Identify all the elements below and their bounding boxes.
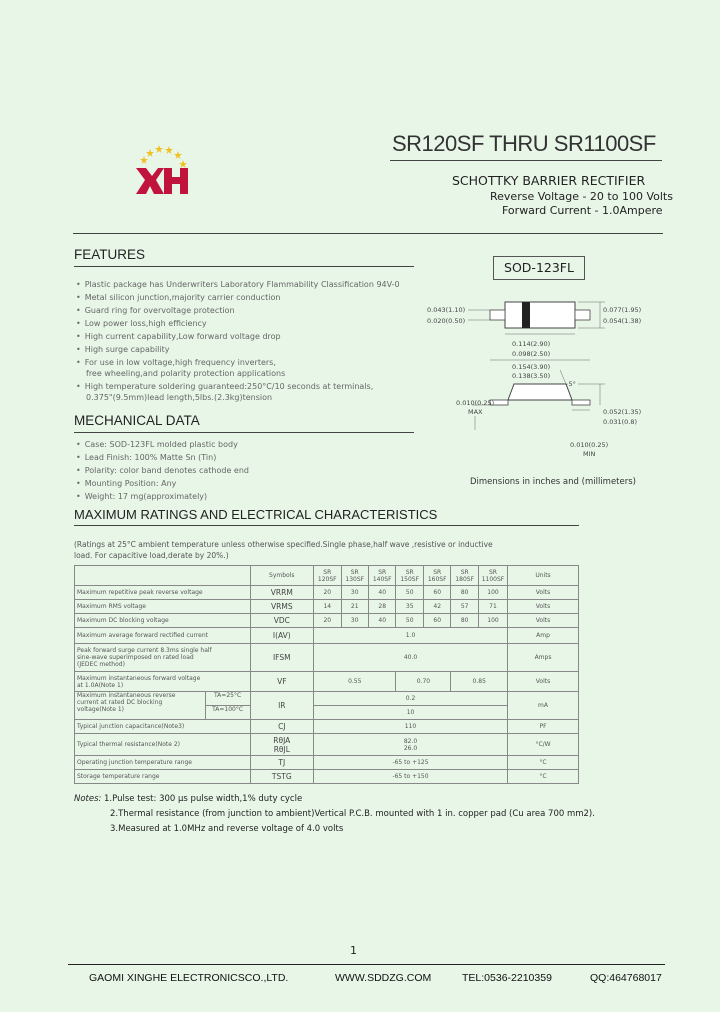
table-row: 10 xyxy=(75,706,579,720)
mechanical-item: • Mounting Position: Any xyxy=(76,479,176,488)
cathode-band xyxy=(522,302,530,328)
col-units: Units xyxy=(508,566,579,586)
dim-standoff-label: MAX xyxy=(468,408,483,416)
lead-right xyxy=(575,310,590,320)
feature-item: • For use in low voltage,high frequency inverters, xyxy=(76,358,276,367)
footer-telephone: TEL:0536-2210359 xyxy=(462,972,552,984)
dim-total-length-min: 0.138(3.50) xyxy=(512,372,551,380)
col-part: SR 160SF xyxy=(423,566,450,586)
title-underline xyxy=(390,160,662,161)
package-outline-drawing xyxy=(420,290,660,465)
table-row: Typical thermal resistance(Note 2) RθJA RθJL 82.0 26.0 °C/W xyxy=(75,734,579,756)
reverse-voltage-spec: Reverse Voltage - 20 to 100 Volts xyxy=(490,190,673,203)
dim-lead-length-label: MIN xyxy=(583,450,596,458)
dim-lead-width-min: 0.020(0.50) xyxy=(427,317,466,325)
note-2: 2.Thermal resistance (from junction to ambient)Vertical P.C.B. mounted with 1 in. copper pad (Cu area 700 mm2). xyxy=(110,809,595,819)
col-part: SR 120SF xyxy=(314,566,341,586)
mechanical-item: • Lead Finish: 100% Matte Sn (Tin) xyxy=(76,453,216,462)
feature-item: • Plastic package has Underwriters Laboratory Flammability Classification 94V-0 xyxy=(76,280,400,289)
dim-lead-length-min: 0.010(0.25) xyxy=(570,441,609,449)
footer-company: GAOMI XINGHE ELECTRONICSCO.,LTD. xyxy=(89,972,289,984)
feature-item: • Metal silicon junction,majority carrier conduction xyxy=(76,293,280,302)
dim-body-length-max: 0.114(2.90) xyxy=(512,340,551,348)
note-1: 1.Pulse test: 300 μs pulse width,1% duty cycle xyxy=(104,794,303,804)
col-part: SR 180SF xyxy=(451,566,478,586)
logo-letters xyxy=(136,168,188,194)
table-row: Maximum DC blocking voltage VDC 20 30 40 50 60 80 100 Volts xyxy=(75,614,579,628)
footer-qq: QQ:464768017 xyxy=(590,972,662,984)
document-title: SR120SF THRU SR1100SF xyxy=(392,131,656,156)
table-row: Maximum repetitive peak reverse voltage VRRM 20 30 40 50 60 80 100 Volts xyxy=(75,586,579,600)
table-row: Maximum instantaneous forward voltage at 1.0A(Note 1) VF 0.55 0.70 0.85 Volts xyxy=(75,672,579,692)
table-row: Peak forward surge current 8.3ms single half sine-wave superimposed on rated load (JEDEC method) IFSM 40.0 Amps xyxy=(75,644,579,672)
table-header-row xyxy=(75,566,579,586)
feature-item: free wheeling,and polarity protection applications xyxy=(86,369,286,378)
notes-label: Notes: xyxy=(74,794,102,804)
table-row: Maximum RMS voltage VRMS 14 21 28 35 42 57 71 Volts xyxy=(75,600,579,614)
page-number: 1 xyxy=(350,944,357,957)
col-part: SR 140SF xyxy=(368,566,395,586)
mechanical-underline xyxy=(74,432,414,433)
dim-body-width-min: 0.054(1.38) xyxy=(603,317,642,325)
feature-item: • High temperature soldering guaranteed:250°C/10 seconds at terminals, xyxy=(76,382,373,391)
table-row: Storage temperature range TSTG -65 to +150 °C xyxy=(75,770,579,784)
ratings-intro-line2: load. For capacitive load,derate by 20%.) xyxy=(74,551,229,560)
table-row: Maximum instantaneous reverse current at rated DC blocking voltage(Note 1) TA=25°C TA=100°C IR 0.2 mA xyxy=(75,692,579,706)
header-divider xyxy=(73,233,663,234)
side-lead-right xyxy=(572,400,590,405)
forward-current-spec: Forward Current - 1.0Ampere xyxy=(502,204,663,217)
package-body-top-view xyxy=(505,302,575,328)
table-row: Operating junction temperature range TJ -65 to +125 °C xyxy=(75,756,579,770)
ratings-heading: MAXIMUM RATINGS AND ELECTRICAL CHARACTERISTICS xyxy=(74,507,438,522)
feature-item: 0.375"(9.5mm)lead length,5lbs.(2.3kg)tension xyxy=(86,393,273,402)
mechanical-item: • Weight: 17 mg(approximately) xyxy=(76,492,207,501)
product-subtitle: SCHOTTKY BARRIER RECTIFIER xyxy=(452,173,646,188)
dim-standoff-max: 0.010(0.25) xyxy=(456,399,495,407)
dim-body-width-max: 0.077(1.95) xyxy=(603,306,642,314)
footer-website: WWW.SDDZG.COM xyxy=(335,972,432,984)
mechanical-item: • Polarity: color band denotes cathode end xyxy=(76,466,249,475)
mechanical-item: • Case: SOD-123FL molded plastic body xyxy=(76,440,238,449)
feature-item: • High current capability,Low forward voltage drop xyxy=(76,332,281,341)
feature-item: • High surge capability xyxy=(76,345,169,354)
dim-total-length-max: 0.154(3.90) xyxy=(512,363,551,371)
dim-height-max: 0.052(1.35) xyxy=(603,408,642,416)
col-part: SR 1100SF xyxy=(478,566,507,586)
dim-height-min: 0.031(0.8) xyxy=(603,418,638,426)
footer-divider xyxy=(68,964,665,965)
mechanical-heading: MECHANICAL DATA xyxy=(74,413,200,428)
col-symbols: Symbols xyxy=(250,566,313,586)
note-3: 3.Measured at 1.0MHz and reverse voltage of 4.0 volts xyxy=(110,824,344,834)
dim-draft-angle: ~5° xyxy=(563,380,576,388)
table-row: Maximum average forward rectified current I(AV) 1.0 Amp xyxy=(75,628,579,644)
ratings-underline xyxy=(74,525,579,526)
table-row: Typical junction capacitance(Note3) CJ 110 PF xyxy=(75,720,579,734)
ratings-intro-line1: (Ratings at 25°C ambient temperature unless otherwise specified.Single phase,half wave ,resistive or inductive xyxy=(74,540,493,549)
lead-left xyxy=(490,310,505,320)
features-underline xyxy=(74,266,414,267)
dim-body-length-min: 0.098(2.50) xyxy=(512,350,551,358)
col-part: SR 130SF xyxy=(341,566,368,586)
dim-lead-width-max: 0.043(1.10) xyxy=(427,306,466,314)
feature-item: • Low power loss,high efficiency xyxy=(76,319,207,328)
logo-stars xyxy=(140,145,187,168)
package-label: SOD-123FL xyxy=(493,256,585,280)
ratings-table xyxy=(74,565,579,784)
dimensions-caption: Dimensions in inches and (millimeters) xyxy=(470,477,636,487)
company-logo xyxy=(128,142,196,202)
feature-item: • Guard ring for overvoltage protection xyxy=(76,306,235,315)
col-part: SR 150SF xyxy=(396,566,423,586)
features-heading: FEATURES xyxy=(74,247,146,262)
